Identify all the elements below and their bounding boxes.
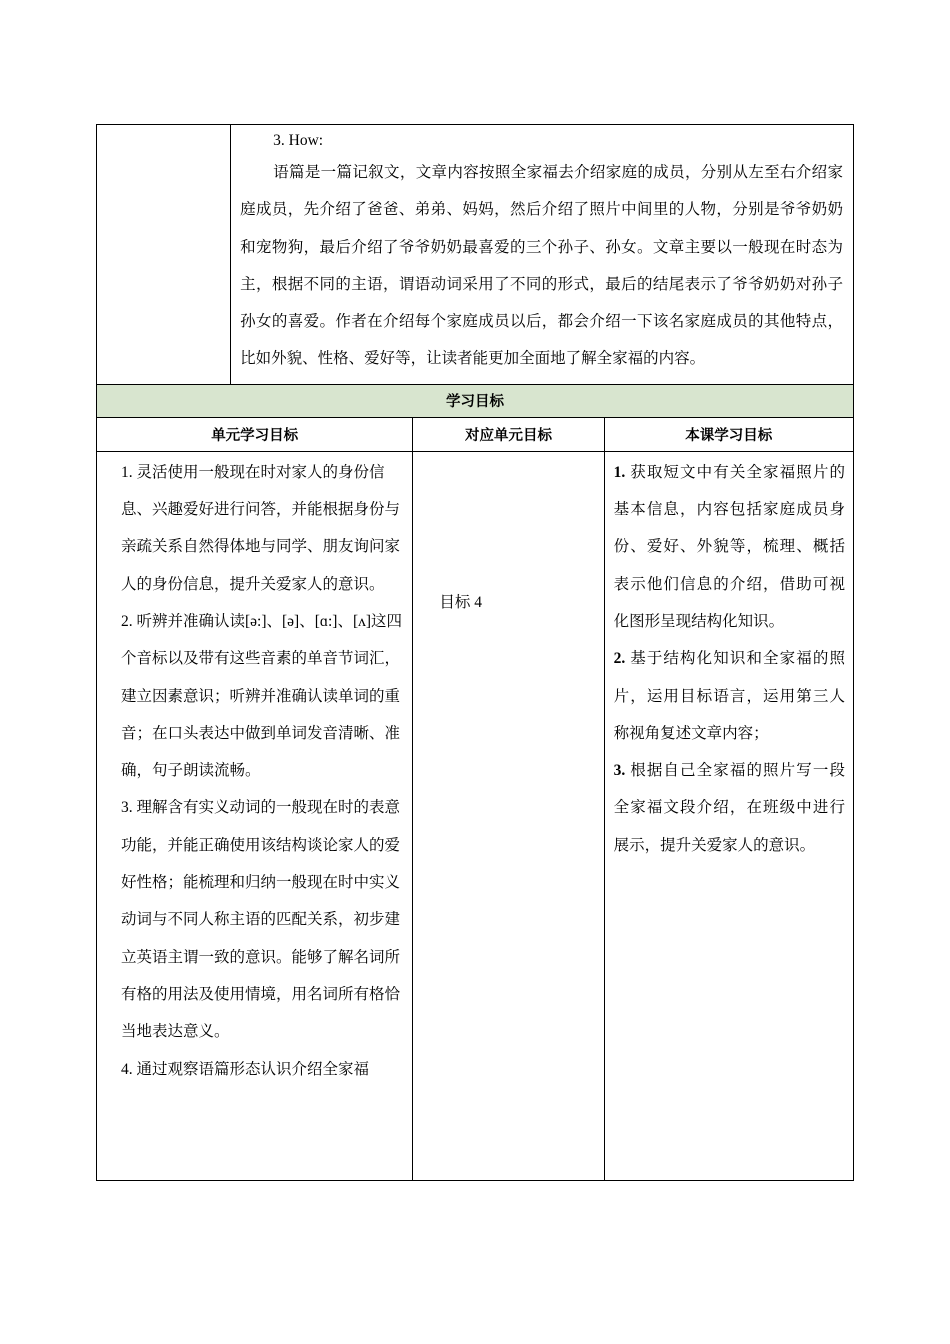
lesson-goals-cell (604, 451, 853, 1180)
lesson-goal-text: 根据自己全家福的照片写一段全家福文段介绍，在班级中进行展示，提升关爱家人的意识。 (613, 762, 845, 854)
unit-goal-item: 4. 通过观察语篇形态认识介绍全家福 (121, 1060, 370, 1078)
lesson-plan-table (96, 124, 854, 1181)
lesson-goal-number: 1. (613, 463, 626, 481)
mapped-goal-text: 目标 4 (439, 593, 483, 611)
lesson-goal-number: 2. (613, 650, 626, 668)
unit-goal-item: 3. 理解含有实义动词的一般现在时的表意功能，并能正确使用该结构谈论家人的爱好性格；能梳理和归纳一般现在时中实义动词与不同人称主语的匹配关系，初步建立英语主谓一致的意识。能够了解名词所有格的用法及使用情境，用名词所有格恰当地表达意义。 (121, 799, 401, 1041)
lesson-goal-text: 获取短文中有关全家福照片的基本信息，内容包括家庭成员身份、爱好、外貌等，梳理、概括表示他们信息的介绍，借助可视化图形呈现结构化知识。 (613, 463, 845, 630)
goals-row (97, 451, 854, 1180)
how-paragraph: 语篇是一篇记叙文，文章内容按照全家福去介绍家庭的成员，分别从左至右介绍家庭成员，先介绍了爸爸、弟弟、妈妈，然后介绍了照片中间里的人物，分别是爷爷奶奶和宠物狗，最后介绍了爷爷奶奶最喜爱的三个孙子、孙女。文章主要以一般现在时态为主，根据不同的主语，谓语动词采用了不同的形式，最后的结尾表示了爷爷奶奶对孙子孙女的喜爱。作者在介绍每个家庭成员以后，都会介绍一下该名家庭成员的其他特点，比如外貌、性格、爱好等，让读者能更加全面地了解全家福的内容。 (240, 164, 843, 368)
intro-row (97, 125, 854, 385)
how-heading: 3. How: (273, 132, 324, 149)
unit-goal-item: 2. 听辨并准确认读[ə:]、[ə]、[ɑ:]、[ʌ]这四个音标以及带有这些音素的单音节词汇，建立因素意识；听辨并准确认读单词的重音；在口头表达中做到单词发音清晰、准确，句子朗读流畅。 (121, 612, 403, 780)
column-header-lesson: 本课学习目标 (604, 417, 853, 451)
lesson-goal-item (614, 752, 845, 864)
column-header-unit: 单元学习目标 (97, 417, 413, 451)
unit-goal-item: 1. 灵活使用一般现在时对家人的身份信息、兴趣爱好进行问答，并能根据身份与亲疏关系自然得体地与同学、朋友询问家人的身份信息，提升关爱家人的意识。 (121, 463, 401, 593)
section-title: 学习目标 (97, 384, 854, 417)
how-analysis-cell (231, 125, 854, 385)
lesson-goal-text: 基于结构化知识和全家福的照片，运用目标语言，运用第三人称视角复述文章内容； (613, 650, 845, 742)
mapped-goal-cell (413, 451, 604, 1180)
lesson-goal-number: 3. (613, 762, 626, 780)
section-header-row (97, 384, 854, 417)
lesson-goal-item (614, 640, 845, 752)
column-header-mapped: 对应单元目标 (413, 417, 604, 451)
lesson-goal-item (614, 454, 845, 640)
empty-label-cell (97, 125, 231, 385)
column-header-row (97, 417, 854, 451)
unit-goals-cell (97, 451, 413, 1180)
